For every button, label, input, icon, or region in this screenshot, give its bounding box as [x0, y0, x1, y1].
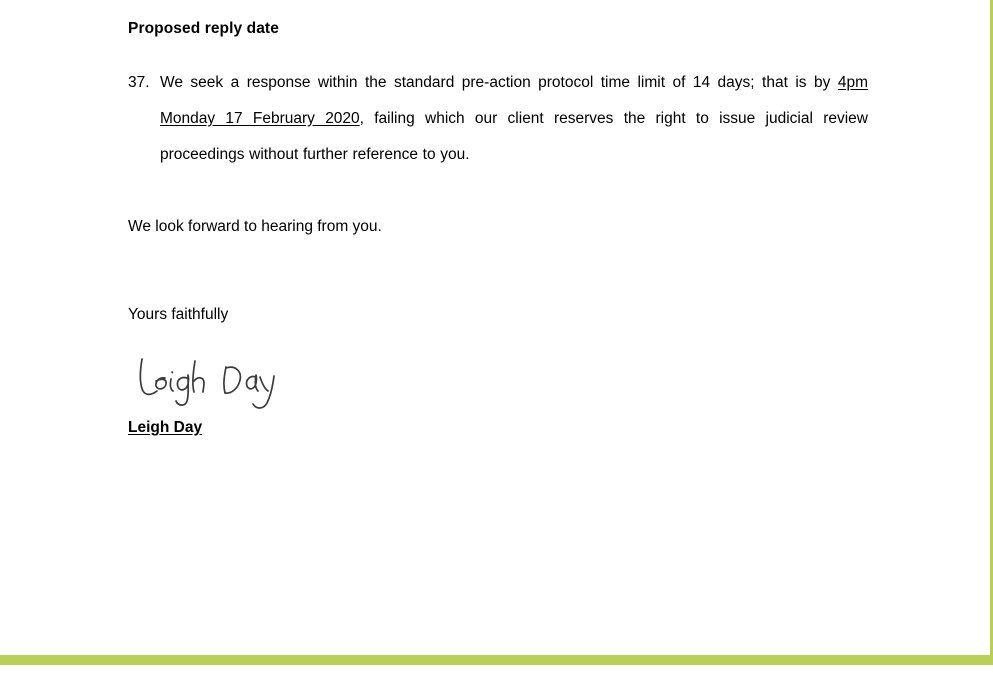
footer-band [0, 655, 993, 682]
footer-green-stripe [0, 655, 993, 665]
paragraph-text-before-date: We seek a response within the standard pre-action protocol time limit of 14 days; that is by [160, 73, 838, 91]
paragraph-number: 37. [128, 73, 150, 91]
salutation: Yours faithfully [128, 305, 229, 323]
document-content [128, 0, 868, 437]
section-heading: Proposed reply date [128, 20, 279, 37]
paragraph-text-after-date: , failing which our client reserves the right to issue judicial review proceedings without further reference to you. [160, 109, 868, 163]
closing-line: We look forward to hearing from you. [128, 217, 382, 235]
numbered-paragraph-37 [128, 65, 868, 173]
signature-name: Leigh Day [128, 418, 203, 436]
reply-deadline-date: 4pm Monday 17 February 2020 [160, 73, 868, 127]
paragraph-body [160, 65, 868, 173]
signature-image [132, 351, 282, 413]
